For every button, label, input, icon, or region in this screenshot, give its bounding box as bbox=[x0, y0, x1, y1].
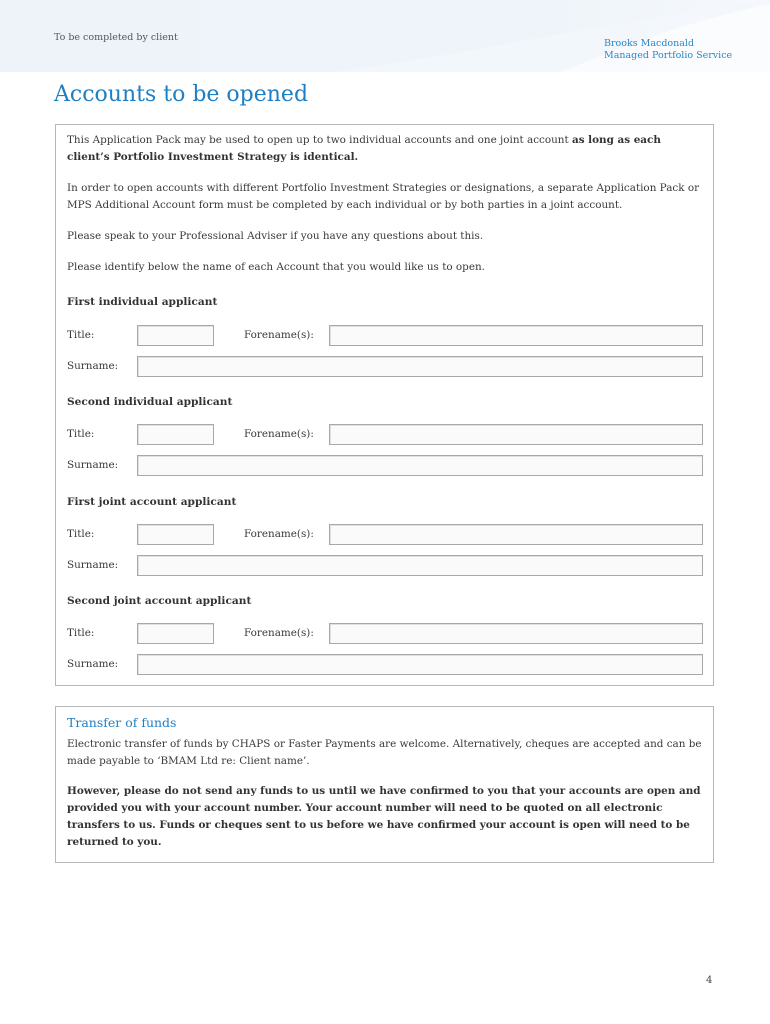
first-joint-surname-field[interactable] bbox=[137, 555, 703, 576]
brand-line-2: Managed Portfolio Service bbox=[604, 50, 733, 61]
surname-label: Surname: bbox=[67, 360, 119, 372]
section-heading-second-joint: Second joint account applicant bbox=[67, 595, 252, 607]
section-heading-first-individual: First individual applicant bbox=[67, 296, 218, 308]
surname-label: Surname: bbox=[67, 559, 119, 571]
surname-label: Surname: bbox=[67, 459, 119, 471]
page-title: Accounts to be opened bbox=[54, 82, 309, 107]
title-label: Title: bbox=[67, 528, 95, 540]
page-number: 4 bbox=[706, 975, 713, 986]
transfer-paragraph-2: However, please do not send any funds to us until we have confirmed to you that your accounts are open and provided you with your account number. Your account number will need to be quoted on all electronic transfers to us. Funds or cheques sent to us before we have confirmed your account is open will need to be returned to you. bbox=[67, 785, 701, 848]
intro-p1-bold: as long as each client’s Portfolio Investment Strategy is identical. bbox=[67, 134, 661, 163]
transfer-paragraph-1: Electronic transfer of funds by CHAPS or Faster Payments are welcome. Alternatively, cheques are accepted and can be made payable to ‘BMAM Ltd re: Client name’. bbox=[67, 738, 702, 767]
first-joint-forenames-field[interactable] bbox=[329, 524, 703, 545]
intro-p1-regular: This Application Pack may be used to open up to two individual accounts and one joint account bbox=[67, 134, 572, 146]
section-heading-second-individual: Second individual applicant bbox=[67, 396, 233, 408]
forenames-label: Forename(s): bbox=[244, 528, 314, 540]
second-joint-title-field[interactable] bbox=[137, 623, 214, 644]
first-individual-surname-field[interactable] bbox=[137, 356, 703, 377]
transfer-heading: Transfer of funds bbox=[67, 715, 177, 730]
first-joint-title-field[interactable] bbox=[137, 524, 214, 545]
second-individual-title-field[interactable] bbox=[137, 424, 214, 445]
intro-paragraph-4: Please identify below the name of each Account that you would like us to open. bbox=[67, 261, 485, 273]
intro-paragraph-3: Please speak to your Professional Adviser if you have any questions about this. bbox=[67, 230, 484, 242]
second-joint-forenames-field[interactable] bbox=[329, 623, 703, 644]
forenames-label: Forename(s): bbox=[244, 627, 314, 639]
title-label: Title: bbox=[67, 627, 95, 639]
title-label: Title: bbox=[67, 428, 95, 440]
transfer-panel bbox=[55, 706, 714, 863]
intro-paragraph-1 bbox=[67, 132, 707, 166]
brand-name bbox=[604, 38, 732, 62]
intro-paragraph-2: In order to open accounts with different Portfolio Investment Strategies or designations, a separate Application Pack or MPS Additional Account form must be completed by each individual or by both parties in a joint account. bbox=[67, 182, 700, 211]
first-individual-title-field[interactable] bbox=[137, 325, 214, 346]
brand-line-1: Brooks Macdonald bbox=[604, 38, 695, 49]
accounts-panel bbox=[55, 124, 714, 686]
second-individual-forenames-field[interactable] bbox=[329, 424, 703, 445]
section-heading-first-joint: First joint account applicant bbox=[67, 496, 237, 508]
first-individual-forenames-field[interactable] bbox=[329, 325, 703, 346]
forenames-label: Forename(s): bbox=[244, 428, 314, 440]
surname-label: Surname: bbox=[67, 658, 119, 670]
completion-note: To be completed by client bbox=[54, 32, 178, 43]
second-individual-surname-field[interactable] bbox=[137, 455, 703, 476]
forenames-label: Forename(s): bbox=[244, 329, 314, 341]
second-joint-surname-field[interactable] bbox=[137, 654, 703, 675]
title-label: Title: bbox=[67, 329, 95, 341]
